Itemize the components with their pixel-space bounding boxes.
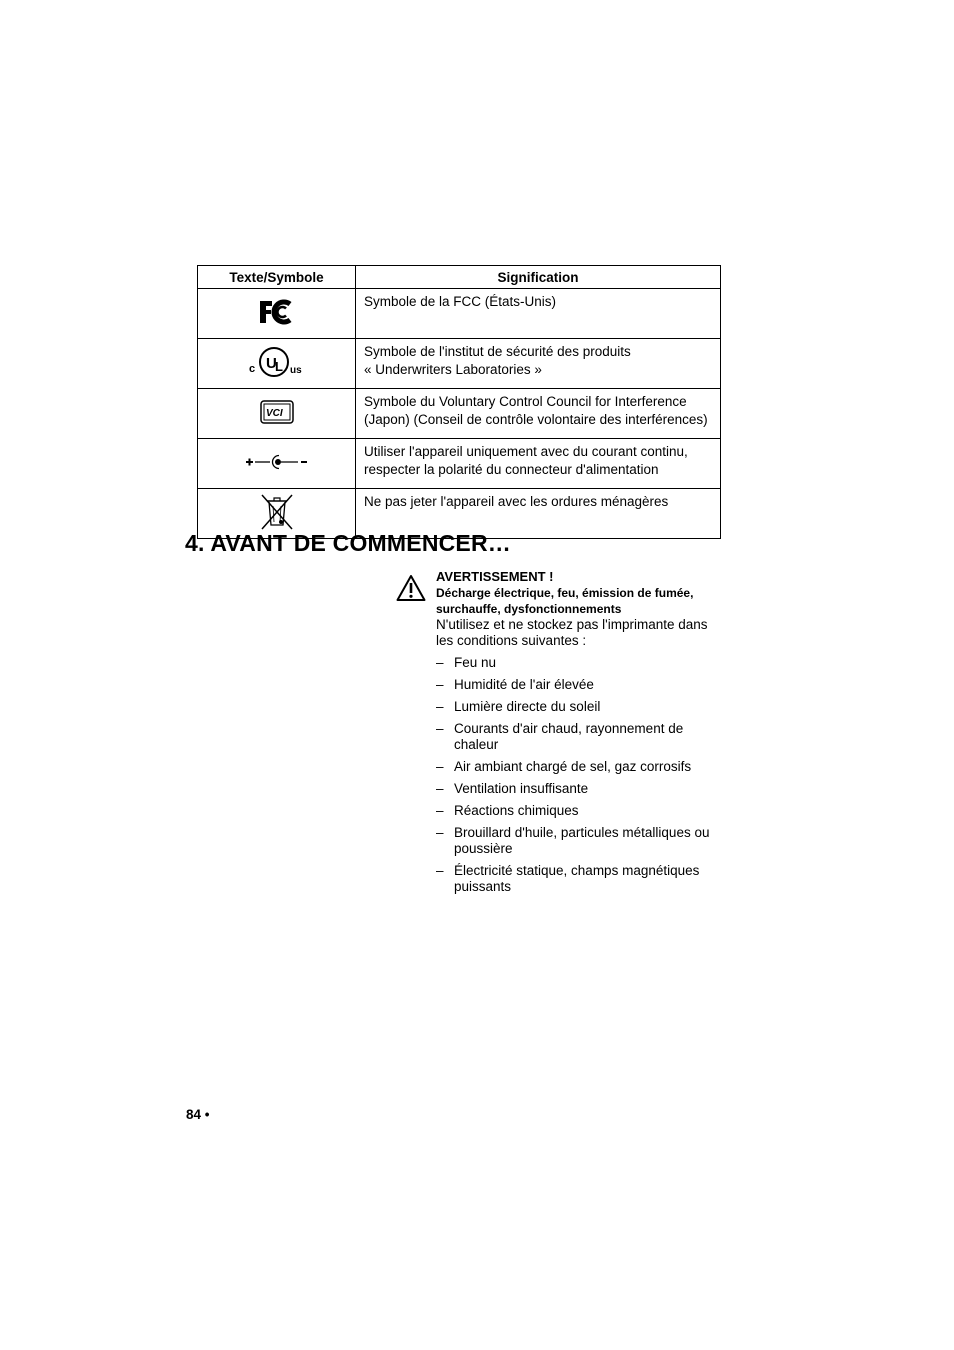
meaning-cell <box>356 389 721 439</box>
warning-subtitle <box>436 585 726 617</box>
ul-c-text: c <box>248 363 255 375</box>
warning-subtitle-line: surchauffe, dysfonctionnements <box>436 602 622 616</box>
svg-text:U: U <box>265 355 277 372</box>
condition-text: Air ambiant chargé de sel, gaz corrosifs <box>454 759 692 774</box>
column-header-symbol: Texte/Symbole <box>198 266 356 289</box>
meaning-text: Symbole du Voluntary Control Council for Interference <box>364 394 687 409</box>
list-item <box>436 677 726 693</box>
list-item <box>436 803 726 819</box>
condition-text: Brouillard d'huile, particules métalliques ou <box>454 825 710 840</box>
meaning-text: Ne pas jeter l'appareil avec les ordures ménagères <box>364 494 669 509</box>
table-header-row <box>198 266 721 289</box>
list-item <box>436 721 726 753</box>
symbol-cell <box>198 389 356 439</box>
meaning-cell <box>356 289 721 339</box>
meaning-text: « Underwriters Laboratories » <box>364 362 542 377</box>
symbol-cell <box>198 339 356 389</box>
list-item <box>436 655 726 671</box>
list-item <box>436 781 726 797</box>
list-item <box>436 759 726 775</box>
warning-subtitle-line: Décharge électrique, feu, émission de fumée, <box>436 586 694 600</box>
section-title: 4. AVANT DE COMMENCER… <box>185 530 511 556</box>
meaning-text: respecter la polarité du connecteur d'alimentation <box>364 462 659 477</box>
meaning-cell <box>356 339 721 389</box>
condition-text: Lumière directe du soleil <box>454 699 601 714</box>
conditions-list <box>436 655 726 895</box>
condition-text: Courants d'air chaud, rayonnement de <box>454 721 684 736</box>
warning-intro-line: les conditions suivantes : <box>436 633 587 648</box>
condition-text: Réactions chimiques <box>454 803 579 818</box>
warning-triangle-icon <box>396 574 426 602</box>
table-row <box>198 389 721 439</box>
meaning-text: Symbole de l'institut de sécurité des produits <box>364 344 631 359</box>
vcci-logo-icon <box>260 400 294 424</box>
table-row <box>198 339 721 389</box>
table-row <box>198 439 721 489</box>
warning-intro-line: N'utilisez et ne stockez pas l'imprimante dans <box>436 617 708 632</box>
symbol-table <box>197 265 721 539</box>
condition-text: poussière <box>454 841 513 856</box>
fcc-logo-icon <box>257 298 297 326</box>
condition-text: puissants <box>454 879 512 894</box>
ul-us-text: us <box>289 365 302 376</box>
table-row <box>198 289 721 339</box>
condition-text: Feu nu <box>454 655 497 670</box>
cul-us-listed-icon <box>247 345 307 379</box>
column-header-meaning: Signification <box>356 266 721 289</box>
warning-intro <box>436 617 726 649</box>
meaning-text: Utiliser l'appareil uniquement avec du courant continu, <box>364 444 688 459</box>
warning-block <box>436 569 726 895</box>
list-item <box>436 863 726 895</box>
meaning-text: Symbole de la FCC (États-Unis) <box>364 294 557 309</box>
meaning-text: (Japon) (Conseil de contrôle volontaire des interférences) <box>364 412 708 427</box>
svg-text:VCI: VCI <box>265 408 283 419</box>
meaning-cell <box>356 439 721 489</box>
symbol-cell <box>198 439 356 489</box>
condition-text: Humidité de l'air élevée <box>454 677 594 692</box>
symbol-cell <box>198 289 356 339</box>
condition-text: Ventilation insuffisante <box>454 781 589 796</box>
list-item <box>436 699 726 715</box>
condition-text: Électricité statique, champs magnétiques <box>454 863 700 878</box>
warning-title: AVERTISSEMENT ! <box>436 569 554 584</box>
crossed-bin-icon <box>260 493 294 531</box>
svg-text:L: L <box>274 359 283 374</box>
dc-polarity-icon <box>245 453 309 471</box>
condition-text: chaleur <box>454 737 499 752</box>
page-number: 84 • <box>186 1107 210 1122</box>
list-item <box>436 825 726 857</box>
